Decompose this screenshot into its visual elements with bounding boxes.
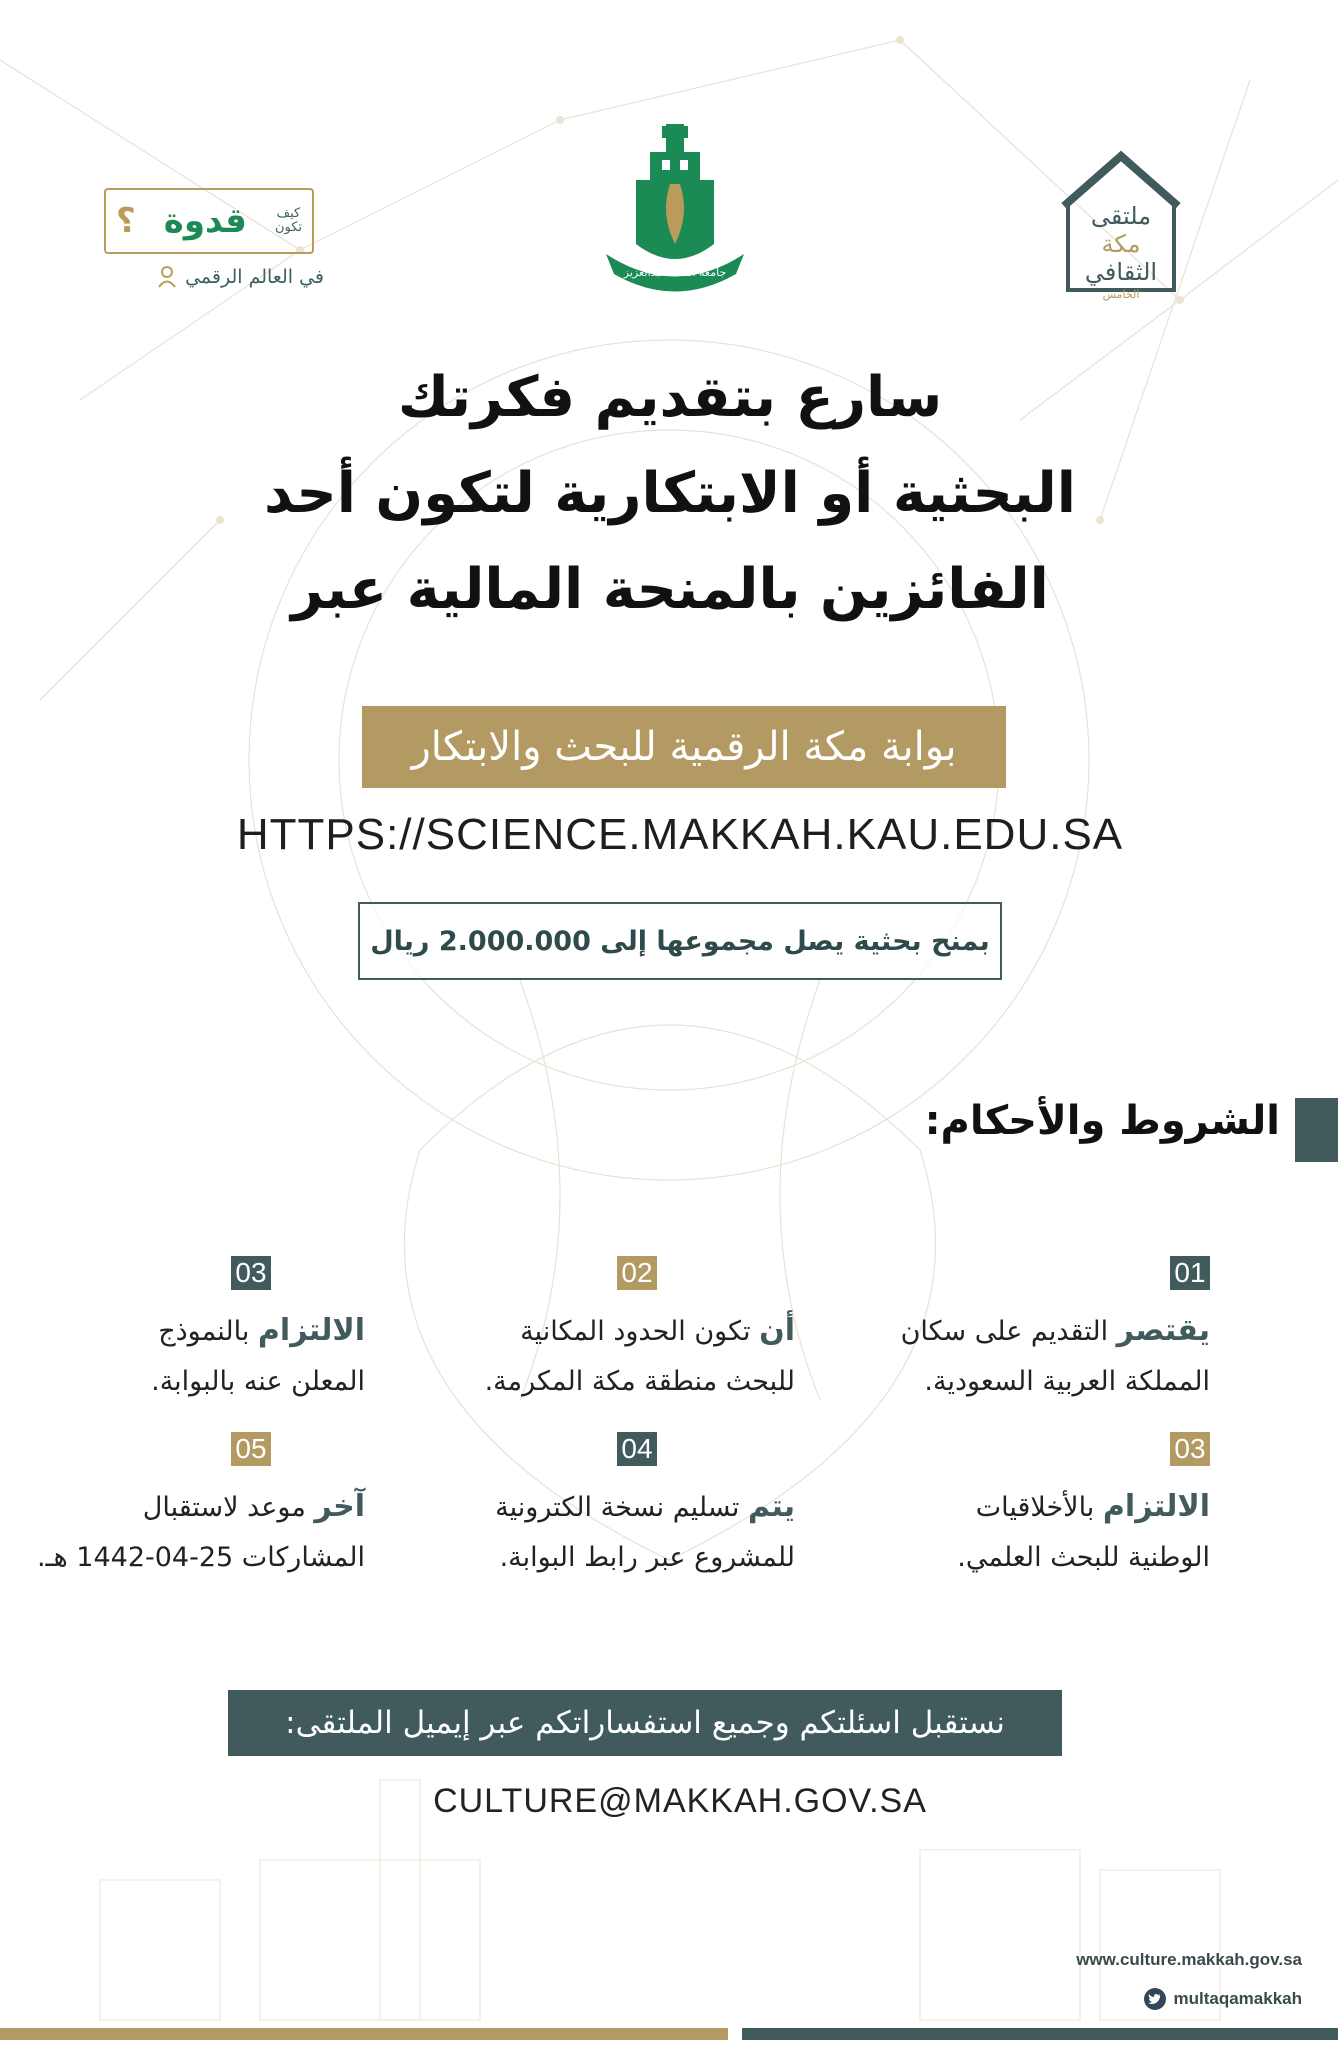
grant-amount-text: بمنح بحثية يصل مجموعها إلى 2.000.000 ريال <box>370 925 990 957</box>
term-text-line1: تسليم نسخة الكترونية <box>495 1492 748 1523</box>
headline-line-2: البحثية أو الابتكارية لتكون أحد <box>264 461 1076 526</box>
term-text <box>365 1306 795 1407</box>
term-text <box>780 1306 1210 1407</box>
footer-bar-gold <box>0 2028 728 2040</box>
main-headline <box>120 350 1220 638</box>
portal-name-banner <box>362 706 1006 788</box>
forum-edition: الخامس <box>1102 288 1140 301</box>
term-text <box>5 1306 365 1407</box>
term-text-line2: الوطنية للبحث العلمي. <box>957 1542 1210 1573</box>
qudwa-subtitle: في العالم الرقمي <box>185 266 324 288</box>
term-keyword: يتم <box>747 1489 795 1524</box>
kau-logo-name: جامعة الملك عبدالعزيز <box>623 266 727 279</box>
qudwa-logo-box <box>104 188 314 254</box>
qudwa-question-mark: ؟ <box>116 201 136 241</box>
grant-amount-box <box>358 902 1002 980</box>
twitter-handle-row[interactable] <box>1000 1988 1302 2010</box>
term-keyword: الالتزام <box>1102 1489 1210 1524</box>
makkah-forum-logo <box>1056 150 1186 300</box>
term-number: 02 <box>617 1256 657 1290</box>
term-text-line1: موعد لاستقبال <box>142 1492 315 1523</box>
headline-line-1: سارع بتقديم فكرتك <box>397 365 943 430</box>
term-text-line1: التقديم على سكان <box>900 1316 1117 1347</box>
qudwa-small-bottom: تكون <box>274 220 302 235</box>
person-icon <box>157 266 177 288</box>
term-text <box>780 1482 1210 1583</box>
headline-line-3: الفائزين بالمنحة المالية عبر <box>291 557 1049 622</box>
terms-title: الشروط والأحكام: <box>924 1098 1280 1144</box>
qudwa-subtitle-row <box>104 266 324 288</box>
contact-email[interactable]: CULTURE@MAKKAH.GOV.SA <box>433 1782 927 1820</box>
twitter-icon <box>1144 1988 1166 2010</box>
term-keyword: يقتصر <box>1116 1313 1210 1348</box>
term-keyword: أن <box>759 1313 795 1348</box>
contact-banner-text: نستقبل اسئلتكم وجميع استفساراتكم عبر إيميل الملتقى: <box>285 1705 1005 1741</box>
forum-line-2: مكة <box>1101 230 1141 258</box>
term-number: 03 <box>231 1256 271 1290</box>
kau-university-logo <box>600 124 750 304</box>
term-keyword: آخر <box>314 1489 365 1524</box>
term-number: 04 <box>617 1432 657 1466</box>
term-text-line2: المشاركات 25-04-1442 هـ. <box>36 1542 365 1573</box>
term-number: 01 <box>1170 1256 1210 1290</box>
website-link[interactable]: www.culture.makkah.gov.sa <box>1076 1950 1302 1969</box>
qudwa-logo <box>104 188 324 288</box>
term-text-line2: للبحث منطقة مكة المكرمة. <box>484 1366 795 1397</box>
forum-line-1: ملتقى <box>1090 202 1152 230</box>
term-text-line2: للمشروع عبر رابط البوابة. <box>499 1542 795 1573</box>
term-text-line1: بالنموذج <box>158 1316 258 1347</box>
portal-name: بوابة مكة الرقمية للبحث والابتكار <box>411 724 957 770</box>
qudwa-word: قدوة <box>163 201 247 241</box>
term-text-line2: المعلن عنه بالبوابة. <box>151 1366 365 1397</box>
term-text-line1: بالأخلاقيات <box>975 1492 1103 1523</box>
term-number: 05 <box>231 1432 271 1466</box>
contact-banner <box>228 1690 1062 1756</box>
term-text <box>365 1482 795 1583</box>
qudwa-small-top: كيف <box>276 206 301 221</box>
twitter-handle: multaqamakkah <box>1173 1989 1302 2008</box>
qudwa-small-text <box>275 207 302 235</box>
portal-url[interactable]: HTTPS://SCIENCE.MAKKAH.KAU.EDU.SA <box>236 810 1124 859</box>
term-text-line2: المملكة العربية السعودية. <box>924 1366 1210 1397</box>
term-text <box>5 1482 365 1583</box>
term-keyword: الالتزام <box>257 1313 365 1348</box>
term-text-line1: تكون الحدود المكانية <box>520 1316 760 1347</box>
term-number: 03 <box>1170 1432 1210 1466</box>
forum-line-3: الثقافي <box>1084 258 1158 286</box>
footer-bar-teal <box>742 2028 1338 2040</box>
terms-title-bar <box>1295 1098 1338 1162</box>
